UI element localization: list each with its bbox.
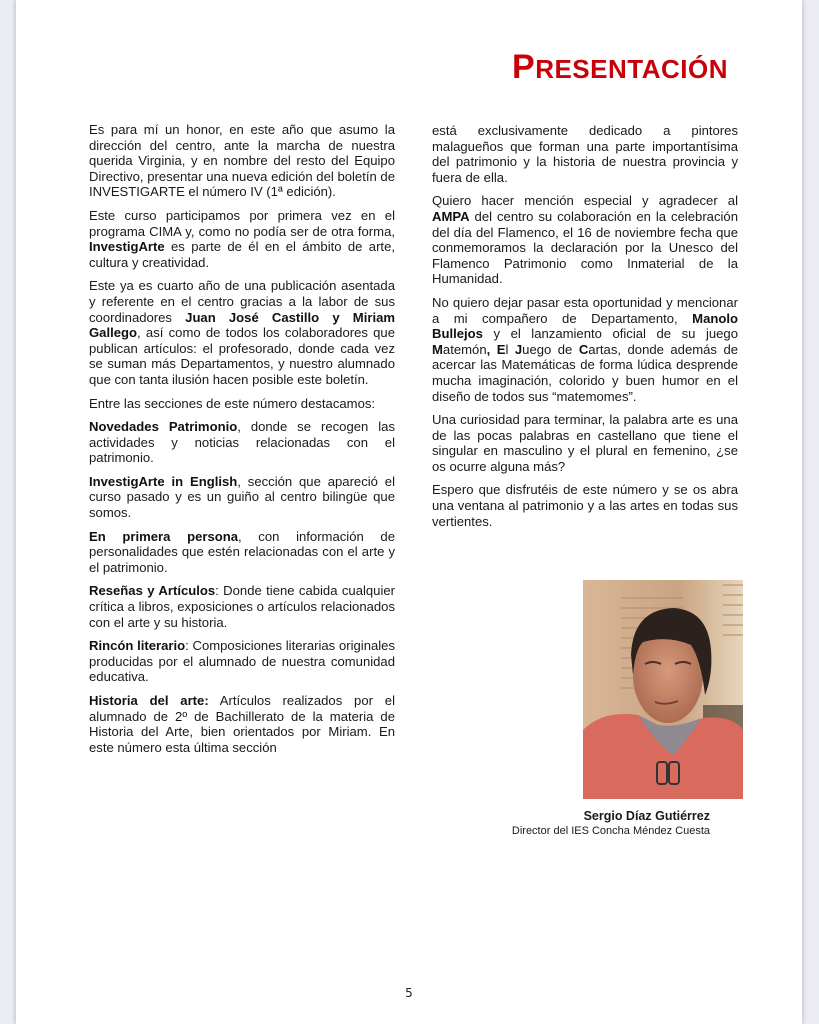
section-item <box>89 419 395 466</box>
title-rest: RESENTACIÓN <box>535 54 728 84</box>
text: artas, donde además de acercar las Matemáticas de forma lúdica desprende mucha imaginación, colorido y buen humor en el diseño de todos sus “matemomes”. <box>432 341 739 404</box>
paragraph-intro: Es para mí un honor, en este año que asumo la dirección del centro, ante la marcha de nuestra querida Virginia, y en nombre del resto del Equipo Directivo, presentar una nueva edición del boletín de INVESTIGARTE el número IV (1ª edición). <box>89 122 395 200</box>
bold-text: E <box>490 341 506 357</box>
text: No quiero dejar pasar esta oportunidad y mencionar a mi compañero de Departamento, <box>432 294 738 326</box>
left-column <box>89 122 395 763</box>
document-page <box>16 0 802 1024</box>
director-portrait-photo <box>583 580 743 799</box>
right-column <box>432 123 738 537</box>
bold-text: AMPA <box>432 208 470 224</box>
paragraph-cima <box>89 208 395 270</box>
section-title: Reseñas y Artículos <box>89 583 216 599</box>
signature-name: Sergio Díaz Gutiérrez <box>583 809 710 823</box>
paragraph-curiosity: Una curiosidad para terminar, la palabra arte es una de las pocas palabras en castellano que tiene el singular en masculino y el plural en femenino, ¿se os ocurre alguna más? <box>432 412 738 474</box>
paragraph-matemon <box>432 295 738 404</box>
text: , así como de todos los colaboradores que publican artículos: el profesorado, donde cada vez se suman más Departamentos, y nuestro alumnado que con tanta ilusión hacen posible este boletín. <box>89 325 395 387</box>
text: y el lanzamiento oficial de su juego <box>482 326 738 342</box>
section-desc: , sección que apareció el curso pasado y es un guiño al centro bilingüe que somos. <box>89 473 395 521</box>
paragraph-coordinators <box>89 278 395 387</box>
text: es parte de él en el ámbito de arte, cultura y creatividad. <box>89 239 395 270</box>
bold-text: InvestigArte <box>89 239 165 255</box>
text: uego de <box>522 341 579 357</box>
bold-text: , <box>486 341 491 357</box>
section-desc: Artículos realizados por el alumnado de 2º de Bachillerato de la materia de Historia del Arte, bien orientados por Miriam. En este número esta última sección <box>89 693 395 755</box>
section-title: Novedades Patrimonio <box>89 419 238 435</box>
section-desc: : Composiciones literarias originales producidas por el alumnado de nuestra comunidad educativa. <box>89 638 395 685</box>
page-title <box>512 48 728 87</box>
signature-block <box>512 808 710 838</box>
section-item <box>89 474 395 521</box>
section-title: Rincón literario <box>89 638 186 654</box>
section-desc: , donde se recogen las actividades y noticias relacionadas con el patrimonio. <box>89 419 395 466</box>
section-item <box>89 529 395 576</box>
signature-role: Director del IES Concha Méndez Cuesta <box>511 825 710 837</box>
section-desc: : Donde tiene cabida cualquier crítica a libros, exposiciones o artículos relacionados con el arte y su historia. <box>89 583 396 630</box>
paragraph-painters: está exclusivamente dedicado a pintores malagueños que forman una parte importantísima del patrimonio y la historia de nuestra provincia y fuera de ella. <box>432 123 738 185</box>
section-item <box>89 638 395 685</box>
section-title: En primera persona <box>89 528 239 544</box>
page-number: 5 <box>405 986 413 1000</box>
section-item <box>89 693 395 755</box>
text: Quiero hacer mención especial y agradecer al <box>432 193 738 209</box>
bold-text: M <box>432 341 443 357</box>
bold-text: Juan José Castillo y Miriam Gallego <box>89 309 396 341</box>
portrait-image <box>583 580 743 799</box>
text: atemón <box>442 341 487 357</box>
text: l <box>505 341 515 357</box>
bold-text: J <box>514 341 523 357</box>
text: Este ya es cuarto año de una publicación asentada y referente en el centro gracias a la labor de sus coordinadores <box>89 278 395 325</box>
paragraph-closing: Espero que disfrutéis de este número y se os abra una ventana al patrimonio y a las artes en todas sus vertientes. <box>432 482 738 529</box>
paragraph-ampa <box>432 193 738 287</box>
paragraph-sections-intro: Entre las secciones de este número destacamos: <box>89 395 376 411</box>
text: del centro su colaboración en la celebración del día del Flamenco, el 16 de noviembre fecha que conmemoramos la declaración por la Unesco del Flamenco Patrimonio como Inmaterial de la Humanidad. <box>432 208 738 287</box>
title-initial: P <box>512 48 536 86</box>
bold-text: C <box>578 341 589 357</box>
section-title: InvestigArte in English <box>89 473 238 489</box>
bold-text: Manolo Bullejos <box>432 310 738 342</box>
text: Este curso participamos por primera vez en el programa CIMA y, como no podía ser de otra forma, <box>89 207 395 239</box>
section-desc: , con información de personalidades que estén relacionadas con el arte y el patrimonio. <box>89 528 395 575</box>
section-item <box>89 583 395 630</box>
section-title: Historia del arte: <box>89 693 209 708</box>
